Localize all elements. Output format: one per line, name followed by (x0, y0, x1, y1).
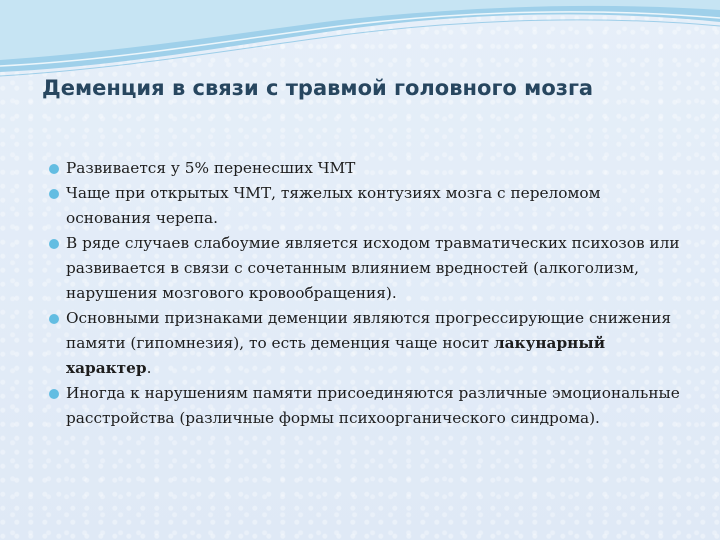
bullet-item (49, 181, 689, 231)
bullet-icon (49, 164, 59, 174)
bullet-icon (49, 189, 59, 199)
bullet-item (49, 231, 689, 306)
bullet-icon (49, 314, 59, 324)
bullet-item (49, 156, 689, 181)
bullet-icon (49, 239, 59, 249)
bullet-item (49, 381, 689, 431)
bullet-item (49, 306, 689, 381)
bullet-emphasis: лакунарный характер (66, 334, 606, 377)
bullet-text: Основными признаками деменции являются прогрессирующие снижения памяти (гипомнезия), то есть деменция чаще носит (66, 309, 672, 352)
slide-title: Деменция в связи с травмой головного мозга (42, 76, 594, 100)
bullet-list (49, 156, 689, 431)
bullet-text-end: . (146, 359, 152, 377)
bullet-text: Чаще при открытых ЧМТ, тяжелых контузиях мозга с переломом основания черепа. (66, 184, 601, 227)
decorative-wave (0, 0, 720, 82)
bullet-text: Развивается у 5% перенесших ЧМТ (66, 159, 356, 177)
bullet-icon (49, 389, 59, 399)
bullet-text: В ряде случаев слабоумие является исходом травматических психозов или развивается в связи с сочетанным влиянием вредностей (алкоголизм, нарушения мозгового кровообращения). (66, 234, 680, 302)
bullet-text: Иногда к нарушениям памяти присоединяются различные эмоциональные расстройства (различные формы психоорганического синдрома). (66, 384, 680, 427)
